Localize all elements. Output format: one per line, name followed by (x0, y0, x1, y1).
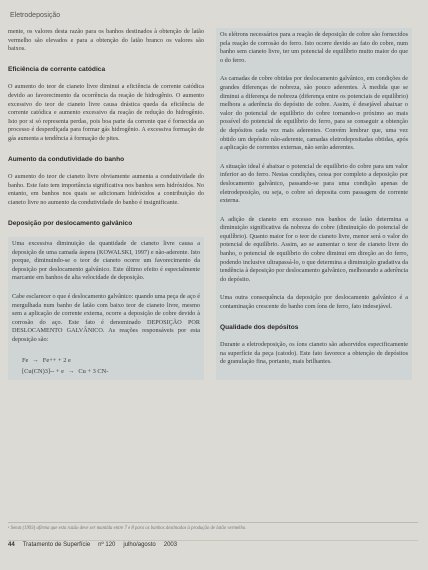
page-number: 44 (8, 542, 15, 548)
running-header: Eletrodeposição (10, 12, 61, 19)
equation-right: Fe++ + 2 e (42, 356, 71, 364)
issue-months: julho/agosto (123, 542, 156, 548)
paragraph: Durante a eletrodeposição, os íons cianeto são adsorvidos especificamente na superfície da peça (catodo). Este fato favorece a obtenção de depósitos de granulação fina, portanto, mais brilhantes. (220, 341, 408, 366)
equation-left: Fe (22, 356, 29, 364)
highlight-box (216, 28, 412, 380)
paragraph: As camadas de cobre obtidas por deslocamento galvânico, em condições de grandes diferenças de nobreza, são pouco aderentes. À medida que se diminui a diferença de nobreza (diferença entre os potenciais de equilíbrio) melhora a aderência do depósito de cobre. Assim, é desejável abaixar o valor do potencial de equilíbrio do cobre tornando-o próximo ao mais possível do potencial de equilíbrio do ferro, para se conseguir a obtenção de depósitos cada vez mais aderentes. Convém lembrar que, uma vez obtido um depósito não-aderente, camadas eletrodepositadas obtidas, após a aplicação de correntes externas, não serão aderentes. (220, 75, 408, 152)
footnote: ¹ Senat (1993) afirma que esta razão deve ser mantida entre 7 e 8 para os banhos destinados à produção de latão vermelho. (8, 522, 418, 532)
paragraph: Cabe esclarecer o que é deslocamento galvânico: quando uma peça de aço é mergulhada num banho de latão com baixo teor de cianeto livre, mesmo sem a aplicação de corrente externa, ocorre a deposição de cobre devido à corrosão do aço. Este fato é denominado DEPOSIÇÃO POR DESLOCAMENTO GALVÂNICO. As reações responsáveis por esta deposição são: (12, 293, 200, 344)
paragraph: O aumento do teor de cianeto livre obviamente aumenta a condutividade do banho. Este fato tem importância significativa nos banhos sem hidróxidos. No entanto, em banhos nos quais se adicionam hidróxidos a contribuição do cianeto livre no aumento da condutividade do banho é insignificante. (8, 173, 204, 206)
footer-divider (8, 540, 418, 541)
section-heading: Deposição por deslocamento galvânico (8, 219, 133, 227)
reaction-equations (22, 355, 200, 377)
arrow-icon: → (32, 356, 39, 364)
paragraph: Uma excessiva diminuição da quantidade de cianeto livre causa a deposição de uma camada áspera (KOWALSKI, 1997) e não-aderente. Isto porque, diminuindo-se o teor de cianeto ocorre um favorecimento da deposição por deslocamento galvânico. Este último efeito é especialmente marcante em banhos de alta velocidade de deposição. (12, 240, 200, 282)
left-column (8, 28, 204, 380)
paragraph: O aumento do teor de cianeto livre diminui a eficiência de corrente catódica devido ao favorecimento da ocorrência da reação de hidrogênio. O aumento excessivo do teor de cianeto livre causa drástica queda da eficiência de corrente catódica e aumento excessivo da reação de redução do hidrogênio. Isto por si só representa perdas, pois boa parte da corrente que é fornecida ao processo é desperdiçada para formar gás hidrogênio. A excessiva formação de gás aumenta a tendência à formação de pites. (8, 83, 204, 142)
intro-paragraph: mente, os valores desta razão para os banhos destinados à obtenção de latão vermelho são elevados e para a obtenção do latão branco os valores são baixos. (8, 28, 204, 53)
equation-right: Cu + 3 CN- (78, 367, 109, 375)
journal-name: Tratamento de Superfície (22, 542, 91, 548)
equation-1 (22, 355, 200, 366)
paragraph: A situação ideal é abaixar o potencial de equilíbrio do cobre para um valor inferior ao do ferro. Nestas condições, cessa por completo a deposição por deslocamento galvânico, passando-se para uma condição apenas de eletrodeposição, ou seja, o cobre só deposita com passagem de corrente externa. (220, 162, 408, 205)
section-heading: Qualidade dos depósitos (220, 323, 299, 331)
equation-2 (22, 366, 200, 377)
section-heading: Aumento da condutividade do banho (8, 155, 125, 163)
section-heading: Eficiência de corrente catódica (8, 65, 106, 73)
arrow-icon: → (67, 367, 75, 375)
paragraph: Os elétrons necessários para a reação de deposição de cobre são fornecidos pela reação de corrosão do ferro. Isto ocorre devido ao fato do cobre, num banho sem cianeto livre, ter um potencial de equilíbrio muito maior do que o do ferro. (220, 31, 408, 64)
right-column (216, 28, 412, 380)
issue-number: nº 120 (98, 542, 116, 548)
equation-left: [Cu(CN)3]-- + e (22, 367, 64, 375)
paragraph: A adição de cianeto em excesso nos banhos de latão determina a diminuição significativa da nobreza do cobre (diminuição do potencial de equilíbrio). Quanto maior for o teor de cianeto livre, menor será o valor do potencial de equilíbrio. Assim, ao se aumentar o teor de cianeto livre do banho, o potencial de equilíbrio do cobre diminui em direção ao do ferro, podendo inclusive ultrapassá-lo, o que determina a diminuição gradativa da tendência à deposição por deslocamento galvânico, melhorando a aderência do depósito. (220, 215, 408, 283)
paragraph: Uma outra consequência da deposição por deslocamento galvânico é a contaminação crescente do banho com íons de ferro, fato indesejável. (220, 294, 408, 311)
page-footer (8, 542, 177, 548)
issue-year: 2003 (163, 542, 178, 548)
highlight-box (8, 237, 204, 380)
